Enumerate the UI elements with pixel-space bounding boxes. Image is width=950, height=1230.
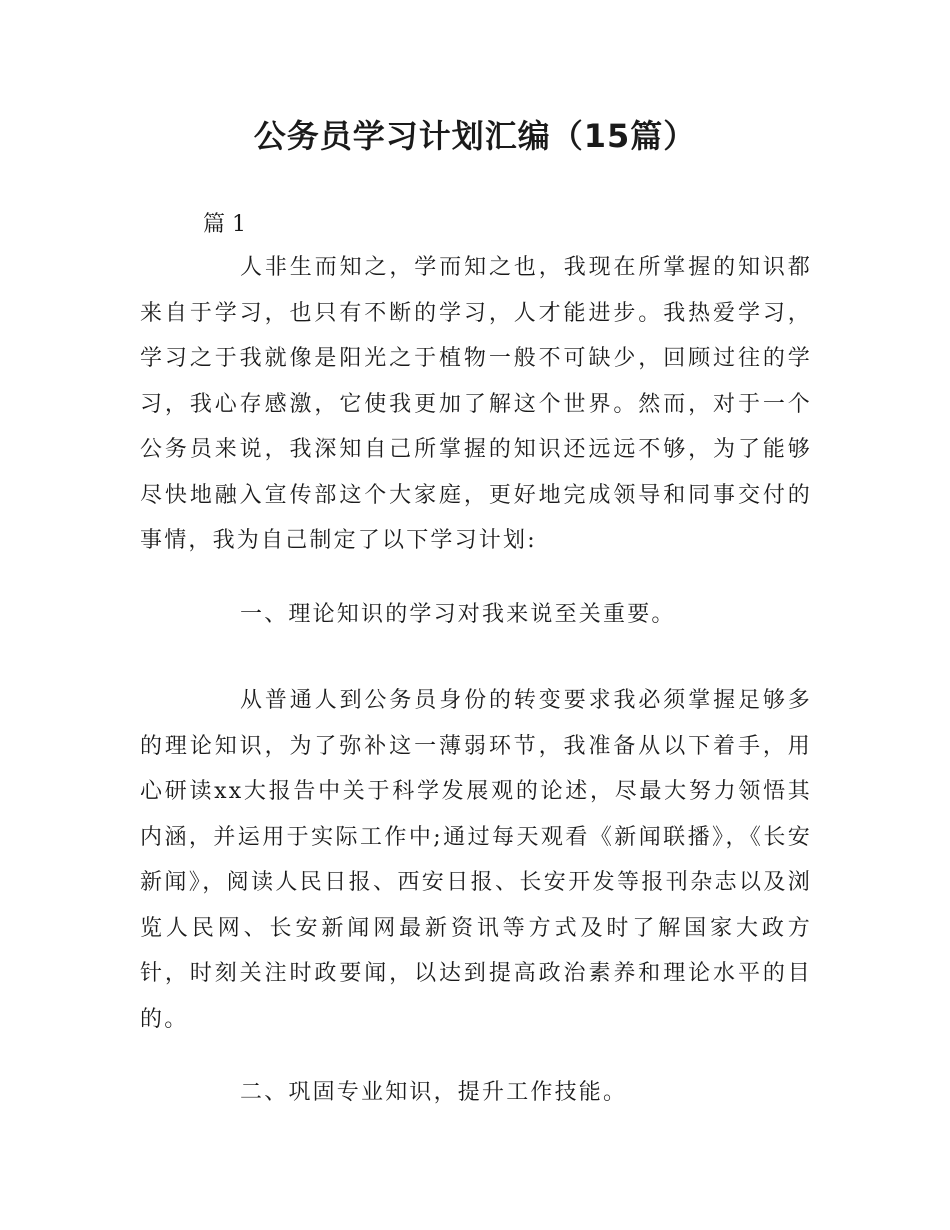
heading-professional-skills: 二、巩固专业知识，提升工作技能。 <box>240 1080 628 1105</box>
section-label: 篇 1 <box>203 212 246 237</box>
paragraph-theory-study: 从普通人到公务员身份的转变要求我必须掌握足够多的理论知识，为了弥补这一薄弱环节，我准备从以下着手，用心研读xx大报告中关于科学发展观的论述，尽最大努力领悟其内涵，并运用于实际工作中;通过每天观看《新闻联播》，《长安新闻》，阅读人民日报、西安日报、长安开发等报刊杂志以及浏览人民网、长安新闻网最新资讯等方式及时了解国家大政方针，时刻关注时政要闻，以达到提高政治素养和理论水平的目的。 <box>140 688 812 1032</box>
heading-theory-study: 一、理论知识的学习对我来说至关重要。 <box>240 602 676 627</box>
document-title: 公务员学习计划汇编（15篇） <box>253 117 697 155</box>
paragraph-intro: 人非生而知之，学而知之也，我现在所掌握的知识都来自于学习，也只有不断的学习，人才能进步。我热爱学习，学习之于我就像是阳光之于植物一般不可缺少，回顾过往的学习，我心存感激，它使我更加了解这个世界。然而，对于一个公务员来说，我深知自己所掌握的知识还远远不够，为了能够尽快地融入宣传部这个大家庭，更好地完成领导和同事交付的事情，我为自己制定了以下学习计划: <box>140 255 812 553</box>
